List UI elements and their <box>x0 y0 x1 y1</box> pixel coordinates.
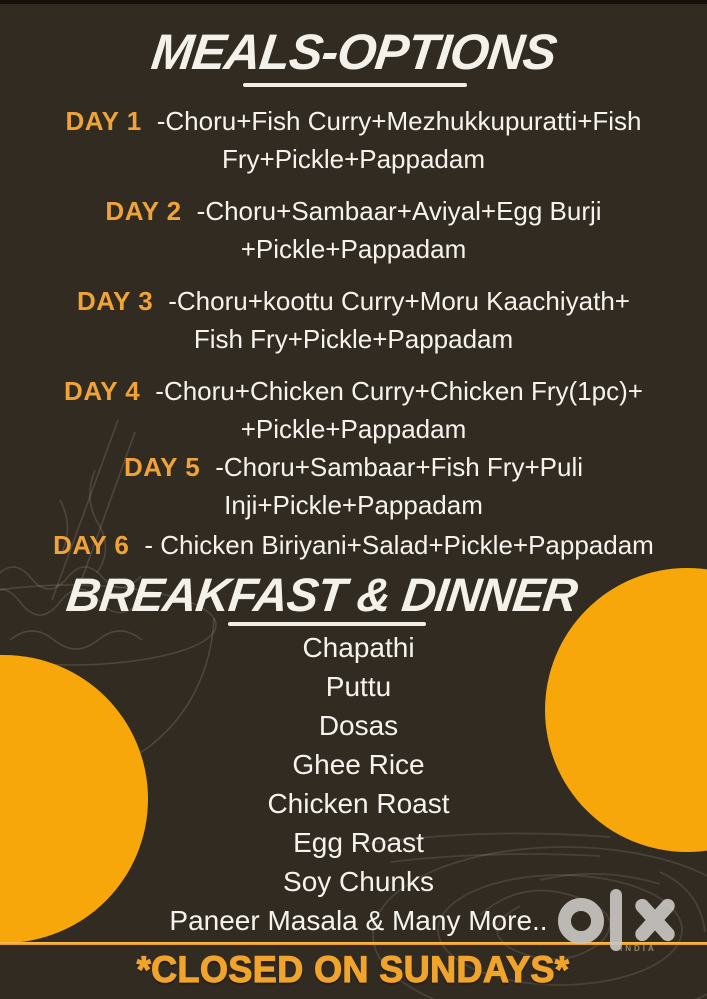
day-3-line2: Fish Fry+Pickle+Pappadam <box>193 324 514 354</box>
breakfast-item: Paneer Masala & Many More.. <box>169 905 548 936</box>
breakfast-item: Chicken Roast <box>267 788 450 819</box>
meals-title-underline <box>243 83 467 87</box>
day-4-label: DAY 4 <box>64 376 141 406</box>
day-4-line1 <box>0 372 707 410</box>
breakfast-item: Chapathi <box>302 632 415 663</box>
day-2-row <box>0 192 707 268</box>
day-2-label: DAY 2 <box>105 196 182 226</box>
meals-options-title-text: MEALS-OPTIONS <box>148 24 559 80</box>
day-1-line1 <box>0 102 707 140</box>
day-5-label: DAY 5 <box>124 452 201 482</box>
day-3-row <box>0 282 707 358</box>
day-3-label: DAY 3 <box>77 286 154 316</box>
day-4-menu-text: -Choru+Chicken Curry+Chicken Fry(1pc)+ <box>155 376 643 406</box>
day-6-line1 <box>0 526 707 564</box>
day-6-label: DAY 6 <box>53 530 130 560</box>
day-5-line1 <box>0 448 707 486</box>
olx-o-ring-icon <box>558 898 604 944</box>
day-1-line2: Fry+Pickle+Pappadam <box>221 144 486 174</box>
day-2-line1 <box>0 192 707 230</box>
olx-india-label: INDIA <box>620 944 657 953</box>
day-5-line2: Inji+Pickle+Pappadam <box>224 490 483 520</box>
breakfast-item: Puttu <box>325 671 392 702</box>
breakfast-item: Soy Chunks <box>283 866 434 897</box>
day-2-menu-text: -Choru+Sambaar+Aviyal+Egg Burji <box>196 196 602 226</box>
breakfast-dinner-title <box>0 566 644 624</box>
day-5-row <box>0 448 707 524</box>
day-3-menu-text: -Choru+koottu Curry+Moru Kaachiyath+ <box>168 286 630 316</box>
olx-l-bar-icon <box>610 889 622 951</box>
top-border-strip <box>0 0 707 4</box>
day-1-row <box>0 102 707 178</box>
day-4-line2: +Pickle+Pappadam <box>240 414 467 444</box>
meals-options-title <box>0 24 707 80</box>
breakfast-item: Ghee Rice <box>292 749 425 780</box>
day-6-row <box>0 526 707 564</box>
breakfast-dinner-title-text: BREAKFAST & DINNER <box>64 568 581 621</box>
breakfast-item: Egg Roast <box>293 827 424 858</box>
day-5-menu-text: -Choru+Sambaar+Fish Fry+Puli <box>215 452 583 482</box>
day-4-row <box>0 372 707 448</box>
day-6-menu-text: - Chicken Biriyani+Salad+Pickle+Pappadam <box>144 530 654 560</box>
closed-on-sundays-text: *CLOSED ON SUNDAYS* <box>137 949 570 990</box>
breakfast-item: Dosas <box>318 710 399 741</box>
day-1-label: DAY 1 <box>65 106 142 136</box>
day-2-line2: +Pickle+Pappadam <box>240 234 467 264</box>
day-3-line1 <box>0 282 707 320</box>
day-1-menu-text: -Choru+Fish Curry+Mezhukkupuratti+Fish <box>156 106 642 136</box>
breakfast-title-underline <box>228 622 426 626</box>
